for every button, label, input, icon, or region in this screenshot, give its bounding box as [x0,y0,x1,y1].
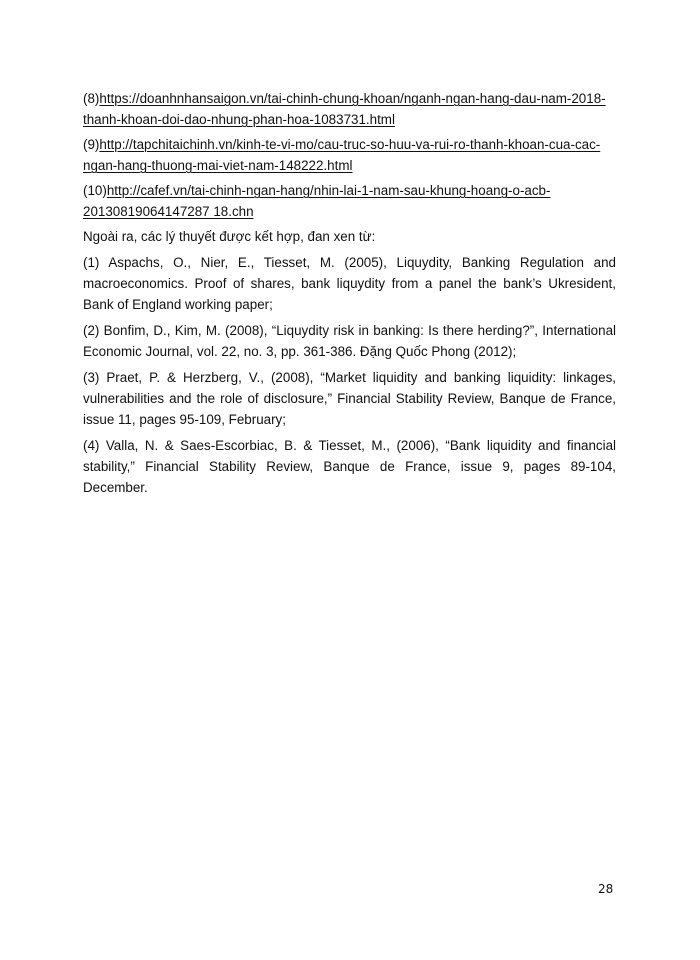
link-number: (9) [83,137,100,152]
link-entry-10-line-2 [83,201,616,222]
page-content [83,88,616,503]
link-doanhnhansaigon-continued[interactable]: thanh-khoan-doi-dao-nhung-phan-hoa-1083731.html [83,112,395,127]
link-entry-8-line-1 [83,88,616,109]
page-number: 28 [598,882,614,896]
link-entry-9-line-2 [83,155,616,176]
link-tapchitaichinh[interactable]: http://tapchitaichinh.vn/kinh-te-vi-mo/cau-truc-so-huu-va-rui-ro-thanh-khoan-cua-cac- [99,137,601,152]
reference-2: (2) Bonfim, D., Kim, M. (2008), “Liquydity risk in banking: Is there herding?”, International Economic Journal, vol. 22, no. 3, pp. 361-386. Đặng Quốc Phong (2012); [83,323,616,359]
link-number: (8) [83,91,100,106]
link-doanhnhansaigon[interactable]: https://doanhnhansaigon.vn/tai-chinh-chung-khoan/nganh-ngan-hang-dau-nam-2018- [99,91,606,106]
intro-text: Ngoài ra, các lý thuyết được kết hợp, đan xen từ: [83,229,376,244]
reference-4: (4) Valla, N. & Saes-Escorbiac, B. & Tiesset, M., (2006), “Bank liquidity and financial stability,” Financial Stability Review, Banque de France, issue 9, pages 89-104, December. [83,438,616,495]
link-entry-8-line-2 [83,109,616,130]
link-cafef-continued[interactable]: 20130819064147287 18.chn [83,204,254,219]
reference-3: (3) Praet, P. & Herzberg, V., (2008), “Market liquidity and banking liquidity: linkages, vulnerabilities and the role of disclosure,” Financial Stability Review, Banque de France, issue 11, pages 95-109, February; [83,370,616,427]
link-number: (10) [83,183,107,198]
link-entry-10-line-1 [83,180,616,201]
link-cafef[interactable]: http://cafef.vn/tai-chinh-ngan-hang/nhin-lai-1-nam-sau-khung-hoang-o-acb- [106,183,551,198]
link-tapchitaichinh-continued[interactable]: ngan-hang-thuong-mai-viet-nam-148222.html [83,158,353,173]
reference-1: (1) Aspachs, O., Nier, E., Tiesset, M. (2005), Liquydity, Banking Regulation and macroeconomics. Proof of shares, bank liquydity from a panel the bank’s Ukresident, Bank of England working paper; [83,255,616,312]
link-entry-9 [83,134,616,176]
link-entry-10 [83,180,616,222]
link-entry-9-line-1 [83,134,616,155]
link-entry-8 [83,88,616,130]
